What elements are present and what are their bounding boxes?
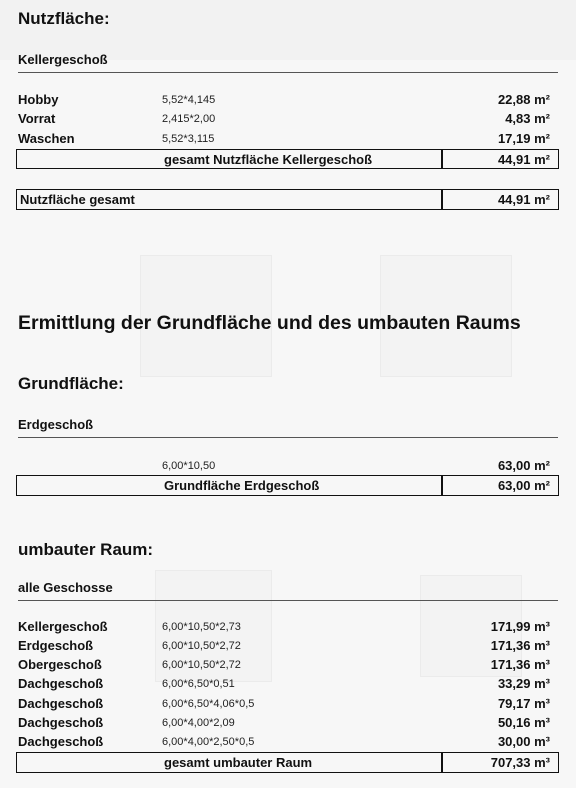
subheading-alle-geschosse: alle Geschosse: [18, 580, 113, 595]
row-formula: 6,00*10,50*2,72: [162, 659, 241, 671]
row-formula: 6,00*10,50*2,73: [162, 621, 241, 633]
row-label: Vorrat: [18, 111, 56, 126]
row-formula: 2,415*2,00: [162, 113, 216, 125]
row-label: Waschen: [18, 131, 75, 146]
row-formula: 6,00*10,50*2,72: [162, 640, 241, 652]
row-value: 50,16 m³: [497, 715, 550, 730]
row-label: Obergeschoß: [18, 657, 102, 672]
row-value: 22,88 m²: [497, 92, 550, 107]
main-heading: Ermittlung der Grundfläche und des umbauten Raums: [18, 312, 521, 334]
row-formula: 5,52*4,145: [162, 94, 216, 106]
divider: [18, 72, 558, 73]
divider: [18, 600, 558, 601]
row-label: Kellergeschoß: [18, 619, 108, 634]
subheading-kellergeschoss: Kellergeschoß: [18, 52, 108, 67]
total-value: 707,33 m³: [490, 755, 550, 770]
row-label: Dachgeschoß: [18, 734, 104, 749]
row-label: Dachgeschoß: [18, 696, 104, 711]
subtotal-value: 44,91 m²: [497, 152, 550, 167]
row-label: Dachgeschoß: [18, 676, 104, 691]
row-value: 30,00 m³: [497, 734, 550, 749]
section-heading-grundflaeche: Grundfläche:: [18, 374, 124, 393]
section-heading-umbauter-raum: umbauter Raum:: [18, 540, 154, 559]
row-formula: 6,00*4,00*2,09: [162, 717, 235, 729]
row-formula: 6,00*6,50*0,51: [162, 678, 235, 690]
row-value: 17,19 m²: [497, 131, 550, 146]
subheading-erdgeschoss: Erdgeschoß: [18, 417, 94, 432]
total-label: Nutzfläche gesamt: [20, 192, 135, 207]
row-value: 171,99 m³: [490, 619, 550, 634]
row-value: 33,29 m³: [497, 676, 550, 691]
total-label: Grundfläche Erdgeschoß: [164, 478, 320, 493]
row-formula: 6,00*6,50*4,06*0,5: [162, 698, 255, 710]
divider: [18, 437, 558, 438]
section-heading-nutzflaeche: Nutzfläche:: [18, 9, 110, 28]
total-value: 63,00 m²: [497, 478, 550, 493]
total-value: 44,91 m²: [497, 192, 550, 207]
row-label: Dachgeschoß: [18, 715, 104, 730]
row-formula: 6,00*10,50: [162, 460, 216, 472]
row-formula: 6,00*4,00*2,50*0,5: [162, 736, 255, 748]
row-value: 63,00 m²: [497, 458, 550, 473]
row-value: 79,17 m³: [497, 696, 550, 711]
total-label: gesamt umbauter Raum: [164, 755, 313, 770]
row-value: 171,36 m³: [490, 638, 550, 653]
row-formula: 5,52*3,115: [162, 133, 215, 145]
row-label: Hobby: [18, 92, 59, 107]
row-value: 4,83 m²: [505, 111, 550, 126]
row-label: Erdgeschoß: [18, 638, 94, 653]
row-value: 171,36 m³: [490, 657, 550, 672]
subtotal-label: gesamt Nutzfläche Kellergeschoß: [164, 152, 373, 167]
